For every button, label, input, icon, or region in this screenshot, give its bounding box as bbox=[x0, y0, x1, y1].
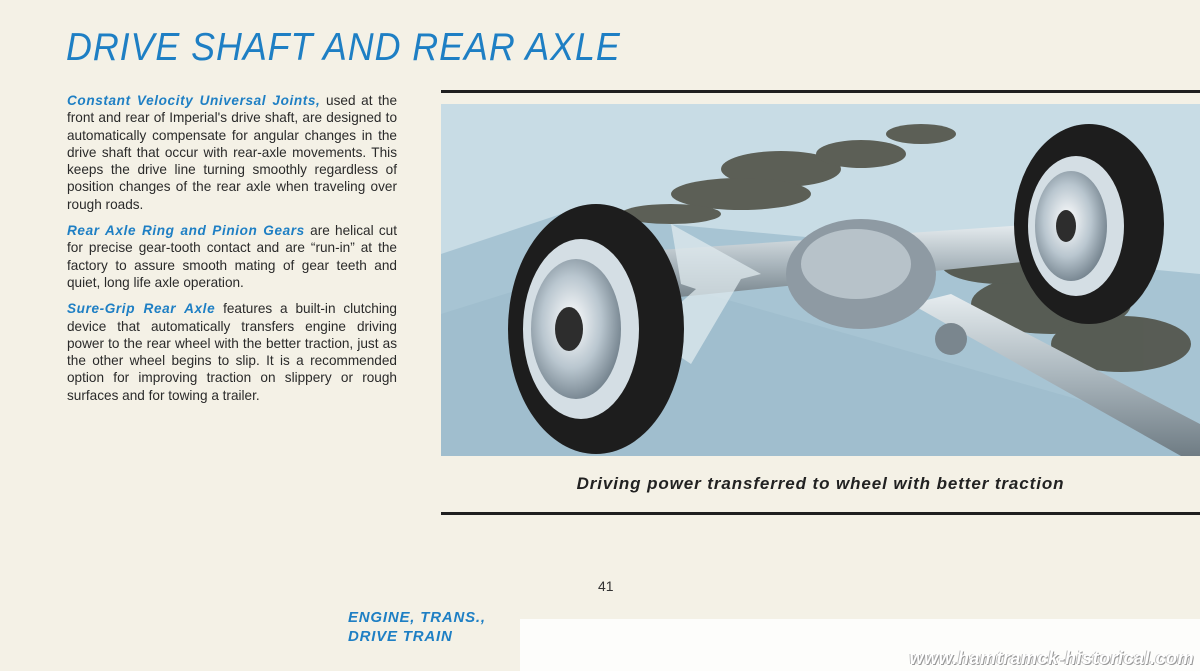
body-text bbox=[67, 92, 397, 413]
figure-top-rule bbox=[441, 90, 1200, 93]
paragraph-lead: Rear Axle Ring and Pinion Gears bbox=[67, 223, 305, 239]
figure-caption: Driving power transferred to wheel with better traction bbox=[576, 474, 1065, 493]
right-wheel bbox=[1014, 124, 1164, 324]
paragraph-ring-pinion bbox=[67, 222, 397, 291]
rear-axle-drawing bbox=[441, 104, 1200, 456]
paragraph-lead: Constant Velocity Universal Joints, bbox=[67, 93, 321, 108]
paragraph-lead: Sure-Grip Rear Axle bbox=[67, 301, 216, 317]
watermark: www.hamtramck-historical.com bbox=[909, 648, 1194, 668]
page-number: 41 bbox=[598, 578, 614, 594]
figure-bottom-rule bbox=[441, 512, 1200, 515]
rear-axle-illustration bbox=[441, 104, 1200, 456]
page-title: DRIVE SHAFT AND REAR AXLE bbox=[66, 26, 621, 69]
paragraph-body: are helical cut for precise gear-tooth contact and are “run-in” at the factory to assure smooth mating of gear teeth and quiet, long life axle operation. bbox=[67, 223, 397, 290]
paragraph-sure-grip bbox=[67, 300, 397, 404]
paragraph-body: features a built-in clutching device that automatically transfers engine driving power to the rear wheel with the better traction, just as the other wheel begins to slip. It is a recommended option for improving traction on slippery or rough surfaces and for towing a trailer. bbox=[67, 301, 397, 403]
left-wheel bbox=[508, 204, 684, 454]
section-label bbox=[348, 608, 486, 646]
section-label-line: DRIVE TRAIN bbox=[348, 628, 453, 645]
section-label-line: ENGINE, TRANS., bbox=[348, 609, 486, 626]
paragraph-body: used at the front and rear of Imperial's drive shaft, are designed to automatically compensate for angular changes in the drive shaft that occur with rear-axle movements. This keeps the drive line turning smoothly regardless of position changes of the rear axle when traveling over rough roads. bbox=[67, 93, 398, 212]
paragraph-cv-joints bbox=[67, 92, 397, 213]
